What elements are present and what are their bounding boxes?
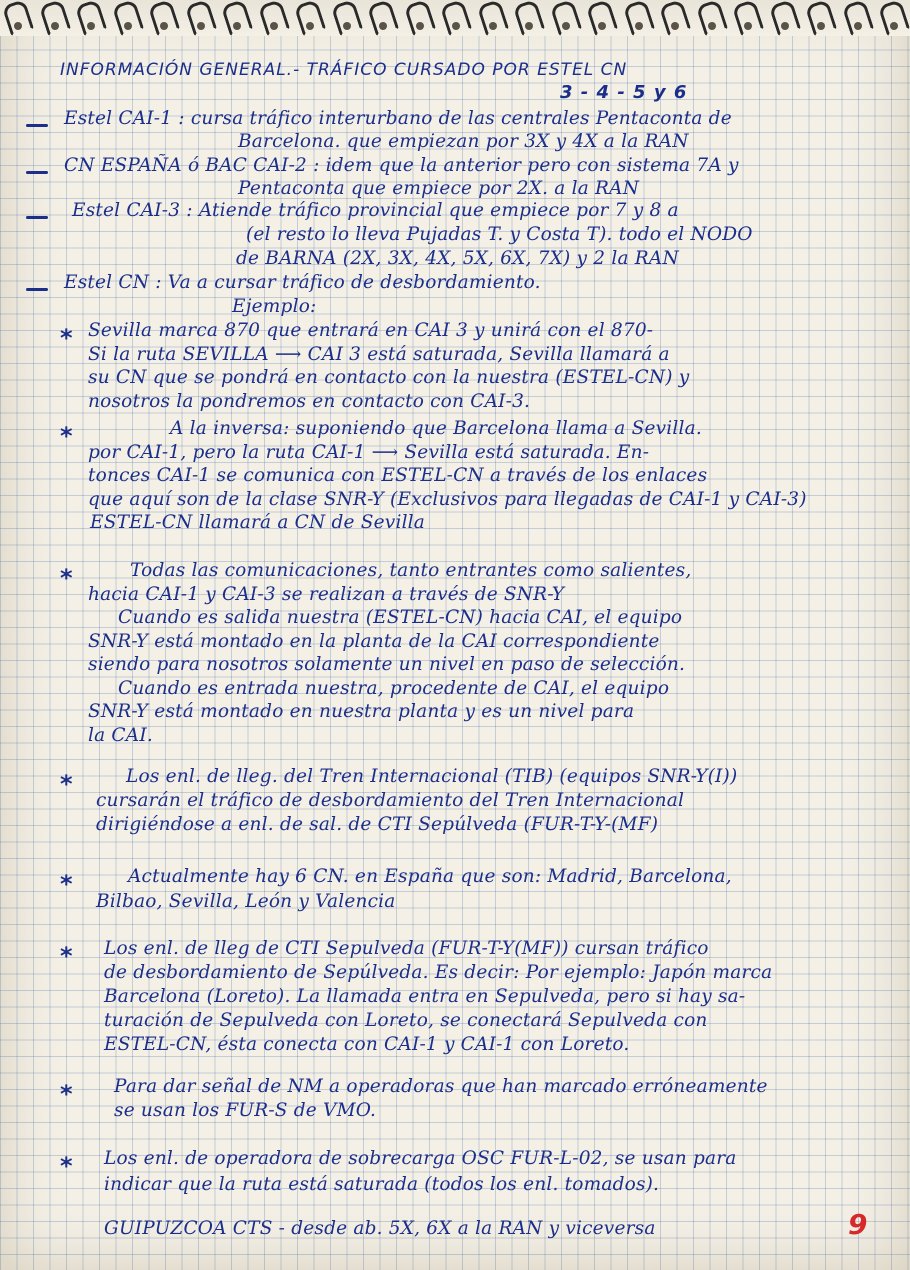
spiral-coil — [257, 0, 290, 37]
handwritten-line: Actualmente hay 6 CN. en España que son: Madrid, Barcelona, — [128, 866, 732, 887]
binding-hole — [562, 22, 570, 30]
spiral-coil — [440, 0, 473, 37]
bullet-asterisk: * — [60, 422, 73, 450]
binding-hole — [416, 22, 424, 30]
binding-hole — [270, 22, 278, 30]
handwritten-line: indicar que la ruta está saturada (todos los enl. tomados). — [104, 1174, 660, 1195]
binding-hole — [87, 22, 95, 30]
handwritten-line: ESTEL-CN, ésta conecta con CAI-1 y CAI-1 con Loreto. — [104, 1034, 630, 1055]
handwritten-line: Para dar señal de NM a operadoras que han marcado erróneamente — [114, 1076, 768, 1097]
handwritten-line: Estel CN : Va a cursar tráfico de desbordamiento. — [64, 272, 541, 293]
binding-hole — [379, 22, 387, 30]
handwritten-line: Estel CAI-3 : Atiende tráfico provincial que empiece por 7 y 8 a — [72, 200, 679, 221]
binding-hole — [124, 22, 132, 30]
handwritten-line: siendo para nosotros solamente un nivel en paso de selección. — [88, 654, 686, 675]
handwritten-line: Sevilla marca 870 que entrará en CAI 3 y unirá con el 870- — [88, 320, 654, 341]
handwritten-line: por CAI-1, pero la ruta CAI-1 ⟶ Sevilla está saturada. En- — [88, 441, 650, 463]
handwritten-line: Cuando es salida nuestra (ESTEL-CN) hacia CAI, el equipo — [118, 607, 683, 628]
handwritten-line: turación de Sepulveda con Loreto, se conectará Sepulveda con — [104, 1010, 708, 1031]
bullet-dash — [26, 216, 48, 219]
handwritten-line: Los enl. de lleg de CTI Sepulveda (FUR-T-Y(MF)) cursan tráfico — [104, 938, 709, 959]
spiral-coil — [75, 0, 108, 37]
bullet-asterisk: * — [60, 1080, 73, 1108]
binding-hole — [781, 22, 789, 30]
spiral-coil — [367, 0, 400, 37]
bullet-dash — [26, 171, 48, 174]
bullet-asterisk: * — [60, 564, 73, 592]
spiral-coil — [586, 0, 619, 37]
spiral-coil — [403, 0, 436, 37]
handwritten-line: A la inversa: suponiendo que Barcelona llama a Sevilla. — [170, 418, 702, 439]
page-number: 9 — [848, 1208, 868, 1241]
spiral-coil — [221, 0, 254, 37]
handwritten-line: Barcelona (Loreto). La llamada entra en Sepulveda, pero si hay sa- — [104, 986, 746, 1007]
spiral-coil — [695, 0, 728, 37]
binding-hole — [197, 22, 205, 30]
handwritten-line: SNR-Y está montado en nuestra planta y es un nivel para — [88, 701, 635, 722]
spiral-coil — [805, 0, 838, 37]
spiral-coil — [549, 0, 582, 37]
handwritten-line: dirigiéndose a enl. de sal. de CTI Sepúlveda (FUR-T-Y-(MF) — [96, 814, 659, 835]
handwritten-line: cursarán el tráfico de desbordamiento del Tren Internacional — [96, 790, 685, 811]
binding-hole — [708, 22, 716, 30]
bullet-dash — [26, 288, 48, 291]
binding-hole — [51, 22, 59, 30]
handwritten-line: su CN que se pondrá en contacto con la nuestra (ESTEL-CN) y — [88, 367, 690, 388]
handwritten-line: Barcelona. que empiezan por 3X y 4X a la RAN — [238, 131, 689, 152]
handwritten-line: nosotros la pondremos en contacto con CAI-3. — [88, 390, 531, 412]
bullet-asterisk: * — [60, 942, 73, 970]
handwritten-line: tonces CAI-1 se comunica con ESTEL-CN a través de los enlaces — [88, 465, 708, 486]
handwritten-line: que aquí son de la clase SNR-Y (Exclusivos para llegadas de CAI-1 y CAI-3) — [88, 488, 807, 510]
spiral-coil — [184, 0, 217, 37]
spiral-coil — [768, 0, 801, 37]
spiral-coil — [622, 0, 655, 37]
handwritten-line: Todas las comunicaciones, tanto entrantes como salientes, — [130, 560, 692, 581]
handwritten-line: de BARNA (2X, 3X, 4X, 5X, 6X, 7X) y 2 la RAN — [236, 248, 679, 269]
binding-hole — [817, 22, 825, 30]
bullet-asterisk: * — [60, 870, 73, 898]
bullet-asterisk: * — [60, 770, 73, 798]
binding-hole — [890, 22, 898, 30]
binding-hole — [14, 22, 22, 30]
binding-hole — [343, 22, 351, 30]
handwritten-line: Los enl. de operadora de sobrecarga OSC FUR-L-02, se usan para — [104, 1148, 737, 1169]
page-subtitle: 3 - 4 - 5 y 6 — [560, 82, 688, 103]
handwritten-line: ESTEL-CN llamará a CN de Sevilla — [90, 512, 426, 533]
page-title: INFORMACIÓN GENERAL.- TRÁFICO CURSADO POR ESTEL CN — [60, 60, 628, 80]
binding-hole — [854, 22, 862, 30]
spiral-coil — [732, 0, 765, 37]
spiral-coil — [294, 0, 327, 37]
handwritten-line: GUIPUZCOA CTS - desde ab. 5X, 6X a la RAN y viceversa — [104, 1218, 656, 1239]
handwritten-line: se usan los FUR-S de VMO. — [114, 1100, 377, 1121]
bullet-asterisk: * — [60, 1152, 73, 1180]
binding-hole — [744, 22, 752, 30]
handwritten-line: hacia CAI-1 y CAI-3 se realizan a través de SNR-Y — [88, 583, 565, 605]
spiral-coil — [111, 0, 144, 37]
binding-hole — [635, 22, 643, 30]
handwritten-line: SNR-Y está montado en la planta de la CAI correspondiente — [88, 630, 660, 652]
binding-hole — [160, 22, 168, 30]
spiral-coil — [513, 0, 546, 37]
handwritten-line: Pentaconta que empiece por 2X. a la RAN — [238, 178, 640, 199]
handwritten-line: de desbordamiento de Sepúlveda. Es decir: Por ejemplo: Japón marca — [104, 962, 773, 983]
handwritten-line: Ejemplo: — [232, 296, 317, 317]
spiral-binding — [0, 0, 910, 36]
binding-hole — [671, 22, 679, 30]
spiral-coil — [2, 0, 35, 37]
binding-hole — [598, 22, 606, 30]
handwritten-line: la CAI. — [88, 724, 153, 746]
handwritten-line: CN ESPAÑA ó BAC CAI-2 : idem que la anterior pero con sistema 7A y — [64, 155, 739, 176]
handwritten-line: (el resto lo lleva Pujadas T. y Costa T). todo el NODO — [246, 224, 753, 245]
binding-hole — [525, 22, 533, 30]
binding-hole — [489, 22, 497, 30]
spiral-coil — [841, 0, 874, 37]
binding-hole — [306, 22, 314, 30]
handwritten-line: Estel CAI-1 : cursa tráfico interurbano de las centrales Pentaconta de — [64, 108, 732, 129]
spiral-coil — [659, 0, 692, 37]
spiral-coil — [148, 0, 181, 37]
bullet-dash — [26, 124, 48, 127]
binding-hole — [233, 22, 241, 30]
handwritten-line: Bilbao, Sevilla, León y Valencia — [96, 891, 396, 912]
handwritten-line: Si la ruta SEVILLA ⟶ CAI 3 está saturada, Sevilla llamará a — [88, 343, 670, 365]
handwritten-line: Cuando es entrada nuestra, procedente de CAI, el equipo — [118, 677, 670, 699]
spiral-coil — [38, 0, 71, 37]
spiral-coil — [330, 0, 363, 37]
handwritten-line: Los enl. de lleg. del Tren Internacional (TIB) (equipos SNR-Y(I)) — [126, 766, 738, 787]
binding-hole — [452, 22, 460, 30]
spiral-coil — [878, 0, 910, 37]
spiral-coil — [476, 0, 509, 37]
bullet-asterisk: * — [60, 324, 73, 352]
